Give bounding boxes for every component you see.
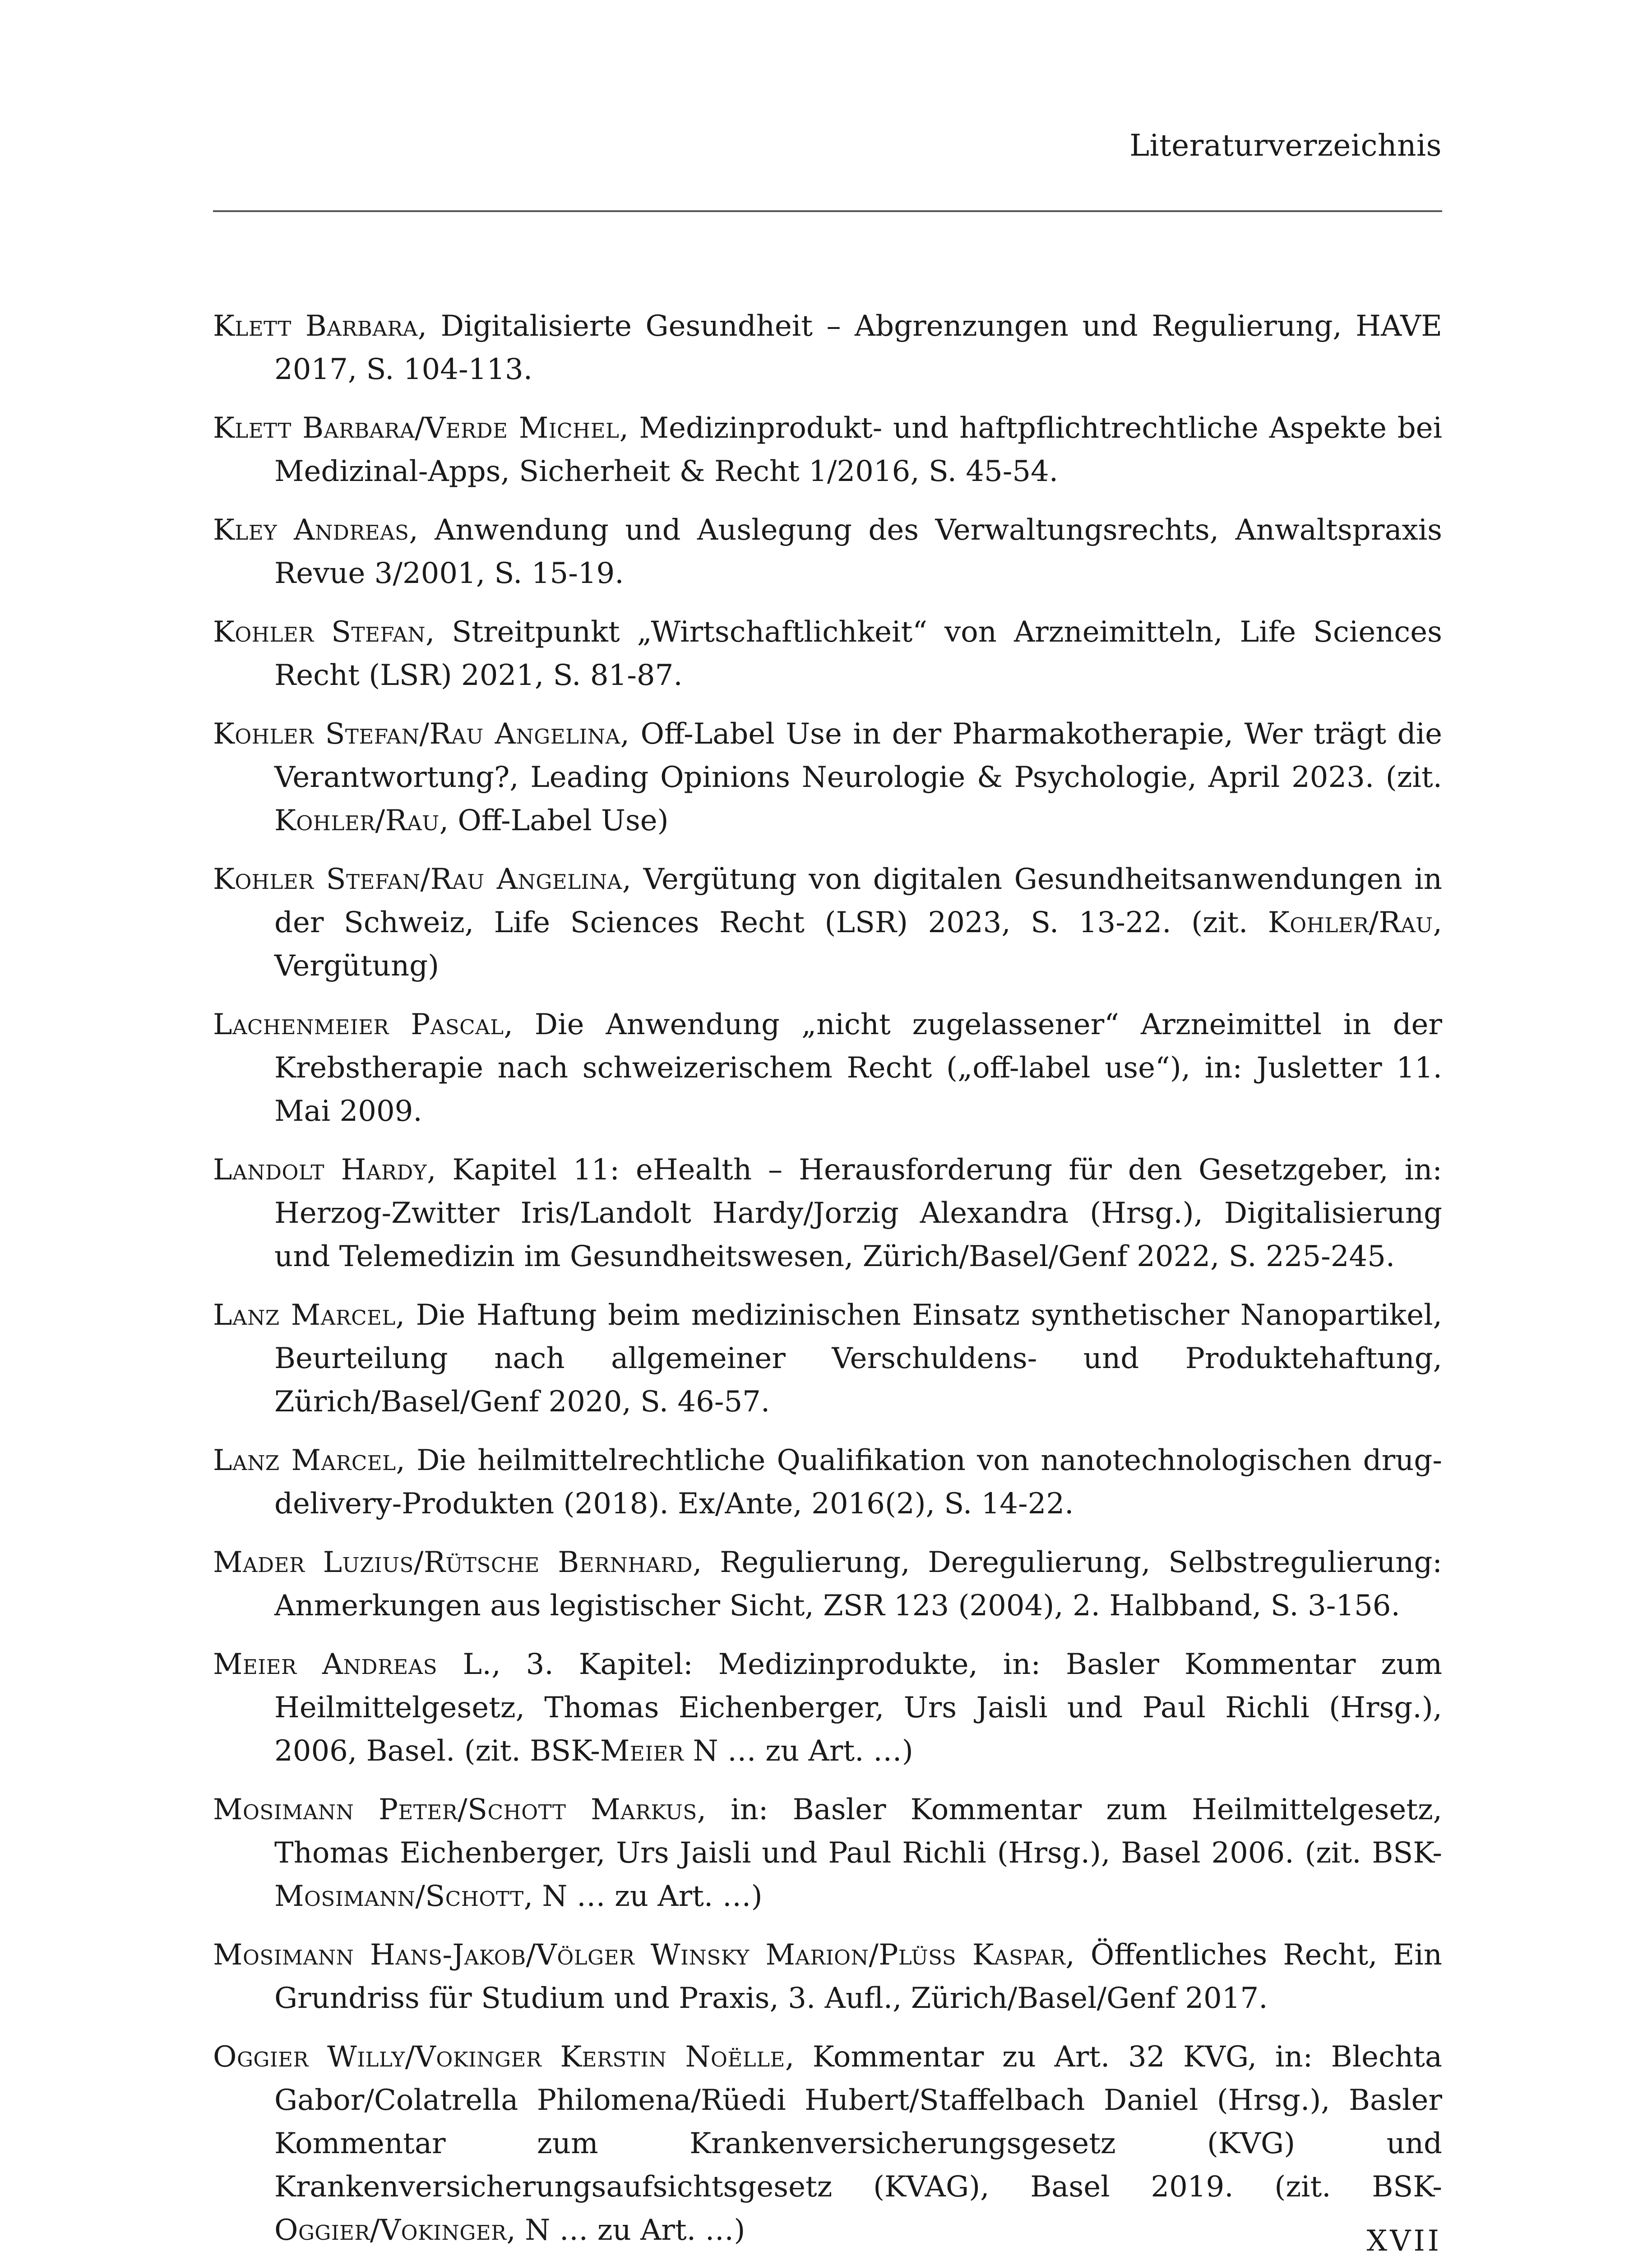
- author-name: Kohler Stefan/Rau Angelina: [213, 863, 622, 896]
- entry-text: , N … zu Art. …): [523, 1880, 763, 1913]
- entry-text: , Die Anwendung „nicht zugelassener“ Arzneimittel in der Krebstherapie nach schweizerischem Recht („off-label use“), in: Jusletter 11. Mai 2009.: [274, 1008, 1442, 1128]
- bibliography-entry: [213, 1148, 1442, 1278]
- bibliography-entry: [213, 858, 1442, 988]
- entry-text: , Streitpunkt „Wirtschaftlichkeit“ von Arzneimitteln, Life Sciences Recht (LSR) 2021, S. 81-87.: [274, 615, 1442, 692]
- entry-text: , Vergütung von digitalen Gesundheitsanwendungen in der Schweiz, Life Sciences Recht (LSR) 2023, S. 13-22. (zit.: [274, 863, 1442, 939]
- entry-text: , Die Haftung beim medizinischen Einsatz synthetischer Nanopartikel, Beurteilung nach allgemeiner Verschuldens- und Produktehaftung, Zürich/Basel/Genf 2020, S. 46-57.: [274, 1299, 1442, 1419]
- header-rule: [213, 210, 1442, 212]
- author-name: Meier Andreas L.: [213, 1648, 492, 1681]
- author-name: Kley Andreas: [213, 513, 409, 547]
- author-name: Kohler/Rau: [274, 804, 440, 837]
- author-name: Oggier/Vokinger: [274, 2214, 507, 2247]
- author-name: Landolt Hardy: [213, 1153, 427, 1187]
- author-name: Meier: [600, 1734, 684, 1768]
- bibliography-entry: [213, 1643, 1442, 1773]
- entry-text: , Anwendung und Auslegung des Verwaltungsrechts, Anwaltspraxis Revue 3/2001, S. 15-19.: [274, 513, 1442, 590]
- author-name: Kohler Stefan/Rau Angelina: [213, 717, 620, 751]
- page-number: XVII: [1366, 2224, 1442, 2256]
- author-name: Kohler Stefan: [213, 615, 426, 649]
- bibliography-entry: [213, 1788, 1442, 1918]
- bibliography-entry: [213, 1541, 1442, 1627]
- author-name: Oggier Willy/Vokinger Kerstin Noëlle: [213, 2040, 785, 2074]
- bibliography-entry: [213, 305, 1442, 391]
- entry-text: , Vergütung): [274, 906, 1442, 983]
- running-header: Literaturverzeichnis: [1129, 128, 1442, 163]
- entry-text: , 3. Kapitel: Medizinprodukte, in: Basler Kommentar zum Heilmittelgesetz, Thomas Eichenberger, Urs Jaisli und Paul Richli (Hrsg.), 2006, Basel. (zit. BSK-: [274, 1648, 1442, 1768]
- entry-text: N … zu Art. …): [684, 1734, 913, 1768]
- bibliography-entry: [213, 610, 1442, 697]
- entry-text: , Öffentliches Recht, Ein Grundriss für Studium und Praxis, 3. Aufl., Zürich/Basel/Genf 2017.: [274, 1938, 1443, 2015]
- author-name: Kohler/Rau: [1268, 906, 1433, 939]
- bibliography-entry: [213, 1439, 1442, 1526]
- entry-text: , Regulierung, Deregulierung, Selbstregulierung: Anmerkungen aus legistischer Sicht, ZSR 123 (2004), 2. Halbband, S. 3-156.: [274, 1546, 1442, 1623]
- entry-text: , Die heilmittelrechtliche Qualifikation von nanotechnologischen drug-delivery-Produkten (2018). Ex/Ante, 2016(2), S. 14-22.: [274, 1444, 1442, 1521]
- author-name: Lanz Marcel: [213, 1444, 396, 1477]
- author-name: Klett Barbara: [213, 310, 418, 343]
- bibliography-entry: [213, 1933, 1442, 2020]
- bibliography-list: [213, 305, 1442, 2256]
- entry-text: , Kommentar zu Art. 32 KVG, in: Blechta Gabor/Colatrella Philomena/Rüedi Hubert/Staffelbach Daniel (Hrsg.), Basler Kommentar zum Krankenversicherungsgesetz (KVG) und Krankenversicherungsaufsichtsgesetz (KVAG), Basel 2019. (zit. BSK-: [274, 2040, 1442, 2204]
- author-name: Mader Luzius/Rütsche Bernhard: [213, 1546, 693, 1579]
- entry-text: , Off-Label Use in der Pharmakotherapie, Wer trägt die Verantwortung?, Leading Opinions Neurologie & Psychologie, April 2023. (zit.: [274, 717, 1442, 794]
- author-name: Mosimann Peter/Schott Markus: [213, 1793, 697, 1826]
- entry-text: , in: Basler Kommentar zum Heilmittelgesetz, Thomas Eichenberger, Urs Jaisli und Paul Richli (Hrsg.), Basel 2006. (zit. BSK-: [274, 1793, 1443, 1870]
- author-name: Mosimann Hans-Jakob/Völger Winsky Marion/Plüss Kaspar: [213, 1938, 1066, 1972]
- entry-text: , Medizinprodukt- und haftpflichtrechtliche Aspekte bei Medizinal-Apps, Sicherheit & Recht 1/2016, S. 45-54.: [274, 411, 1443, 488]
- entry-text: , N … zu Art. …): [506, 2214, 745, 2247]
- bibliography-entry: [213, 2035, 1442, 2252]
- bibliography-entry: [213, 1294, 1442, 1424]
- author-name: Lachenmeier Pascal: [213, 1008, 504, 1041]
- entry-text: , Off-Label Use): [439, 804, 669, 837]
- author-name: Klett Barbara/Verde Michel: [213, 411, 620, 445]
- bibliography-entry: [213, 712, 1442, 842]
- entry-text: , Kapitel 11: eHealth – Herausforderung für den Gesetzgeber, in: Herzog-Zwitter Iris/Landolt Hardy/Jorzig Alexandra (Hrsg.), Digitalisierung und Telemedizin im Gesundheitswesen, Zürich/Basel/Genf 2022, S. 225-245.: [274, 1153, 1442, 1273]
- bibliography-entry: [213, 407, 1442, 493]
- bibliography-entry: [213, 1003, 1442, 1133]
- author-name: Lanz Marcel: [213, 1299, 396, 1332]
- bibliography-entry: [213, 509, 1442, 595]
- entry-text: , Digitalisierte Gesundheit – Abgrenzungen und Regulierung, HAVE 2017, S. 104-113.: [274, 310, 1443, 386]
- author-name: Mosimann/Schott: [274, 1880, 524, 1913]
